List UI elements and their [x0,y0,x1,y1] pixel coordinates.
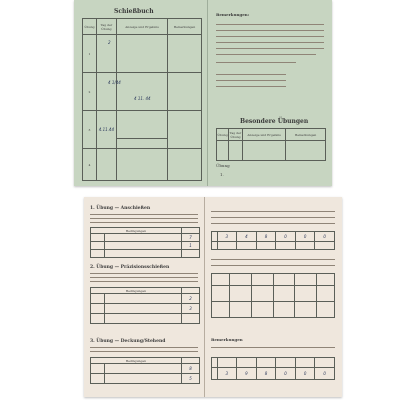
hit-value: 3 [217,368,237,380]
hit-value: 9 [237,368,257,380]
col-header-result: Anzeige und Ergebnis [116,19,167,35]
hit-value: 0 [295,232,315,242]
hits-table-3 [211,357,335,380]
col-header-result: Anzeige und Ergebnis [242,129,285,141]
date-cell [96,35,116,73]
score-value: 8 [182,364,200,374]
conditions-table-3 [90,357,200,384]
section-heading-3: 3. Übung — Deckung/Stehend [90,339,166,344]
col-header-date: Tag der Übung [229,130,242,139]
scorecard-right-page [205,197,342,397]
col-header-uebung: Übung [217,129,229,141]
remarks-cell [168,149,202,181]
date-cell [96,149,116,181]
hit-value: 0 [315,232,335,242]
hit-value: 0 [276,232,296,242]
conditions-table-1 [90,227,200,258]
hit-value: 4 [237,232,257,242]
score-value: 1 [182,242,200,250]
score-value: 2 [182,294,200,304]
result-cell [116,35,167,73]
conditions-table-2 [90,287,200,324]
section-heading-2: 2. Übung — Präzisionsschießen [90,265,170,270]
result-cell [116,149,167,181]
result-cell [116,73,167,111]
special-exercises-table [216,128,326,161]
scorecard-left-page [84,197,205,397]
col-header-date: Tag der Übung [96,19,116,35]
hit-value: 8 [256,368,276,380]
hit-value: 0 [276,368,296,380]
score-value: 7 [182,234,200,242]
remarks-heading: Bemerkungen: [216,12,250,17]
row-label: 1 [83,35,97,73]
hit-value: 0 [315,368,335,380]
row-label: 2 [83,73,97,111]
booklet-left-page [74,0,208,186]
col-header-remarks: Bemerkungen [168,19,202,35]
section-heading-1: 1. Übung — Anschießen [90,206,151,211]
hits-table-1 [211,231,335,250]
handwriting-note: 4 1/44 [108,80,121,85]
date-cell [96,73,116,111]
footer-label: Übung [216,163,230,168]
special-exercises-title: Besondere Übungen [240,118,309,125]
remarks-heading: Bemerkungen [211,337,243,342]
remarks-cell [168,111,202,149]
hits-table-2 [211,273,335,318]
scorecard [84,197,342,397]
handwriting-note: 2 [108,40,111,45]
col-header-uebung: Übung [83,19,97,35]
score-value: 3 [182,304,200,314]
remarks-cell [168,73,202,111]
row-label: 1. [220,172,224,177]
conditions-header: Bedingungen [91,228,182,234]
date-handwriting: 4.11.44 [96,111,116,149]
hit-value: 8 [256,232,276,242]
conditions-header: Bedingungen [91,288,182,294]
booklet-title: Schießbuch [114,8,154,15]
booklet-right-page [208,0,332,186]
hit-value: 0 [295,368,315,380]
shooting-booklet [74,0,332,186]
handwriting-note: 4 11. 44 [134,96,151,101]
remarks-cell [168,35,202,73]
row-label: 4 [83,149,97,181]
row-label: 3 [83,111,97,149]
conditions-header: Bedingungen [91,358,182,364]
col-header-remarks: Bemerkungen [286,129,326,141]
score-value: 5 [182,374,200,384]
result-cell [116,111,167,149]
hit-value: 3 [217,232,237,242]
